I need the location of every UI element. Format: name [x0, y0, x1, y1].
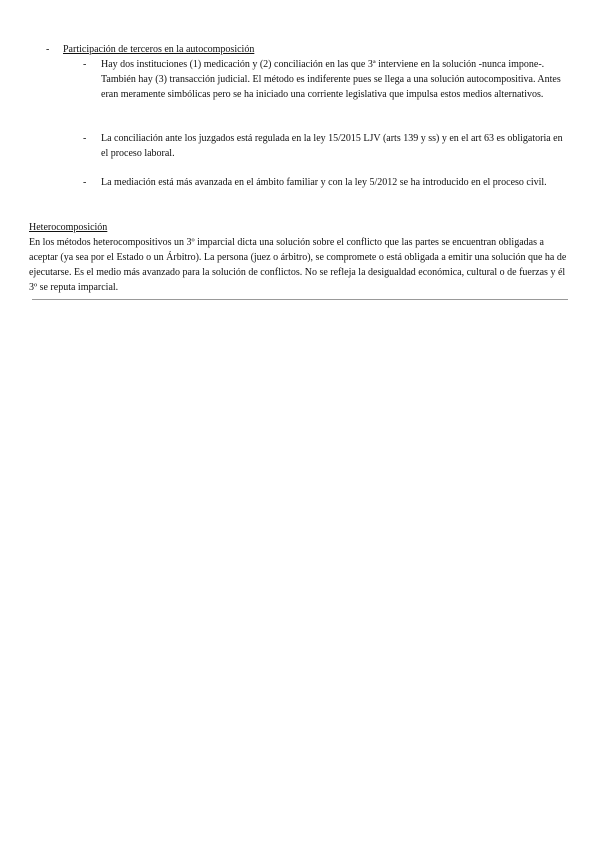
horizontal-divider — [32, 299, 568, 300]
bullet-dash: - — [83, 133, 87, 144]
paragraph-heterocomposicion: En los métodos heterocompositivos un 3º imparcial dicta una solución sobre el conflicto que las partes se encuentran obligadas a aceptar (ya sea por el Estado o un Árbitro). La persona (juez o árbitro), se compromete o está obligada a emitir una solución que ha de ejecutarse. Es el medio más avanzado para la solución de conflictos. No se refleja la desigualdad económica, cultural o de fuerzas y él 3º se reputa imparcial. — [29, 237, 567, 293]
section-heading-heterocomposicion: Heterocomposición — [29, 222, 108, 233]
list-item-text: La conciliación ante los juzgados está regulada en la ley 15/2015 LJV (arts 139 y ss) y en el art 63 es obligatoria en el proceso laboral. — [101, 133, 563, 159]
section-heading: Participación de terceros en la autocomposición — [63, 44, 255, 55]
bullet-dash: - — [83, 59, 87, 70]
bullet-dash: - — [83, 177, 87, 188]
list-item-text: Hay dos instituciones (1) medicación y (2) conciliación en las que 3ª interviene en la solución -nunca impone-. También hay (3) transacción judicial. El método es indiferente pues se llega a una solución autocompositiva. Antes eran meramente simbólicas pero se ha iniciado una corriente legislativa que impulsa estos medios alternativos. — [101, 59, 561, 100]
list-item-text: La mediación está más avanzada en el ámbito familiar y con la ley 5/2012 se ha introducido en el proceso civil. — [101, 177, 547, 188]
bullet-dash: - — [46, 44, 50, 55]
